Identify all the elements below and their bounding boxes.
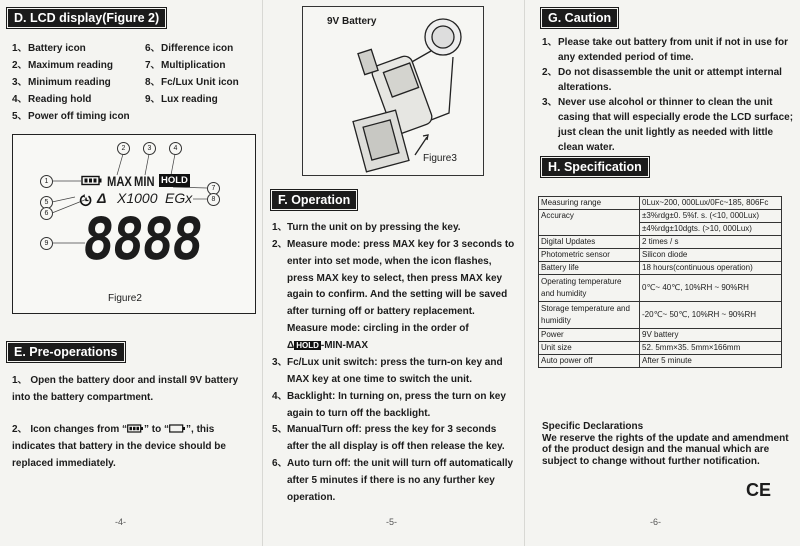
spec-value: 18 hours(continuous operation)	[640, 262, 782, 275]
op-step-3	[272, 355, 518, 389]
lcd-hold: HOLD	[161, 175, 188, 186]
legend-num: 4、	[12, 94, 28, 105]
spec-key: Battery life	[539, 262, 640, 275]
mode-cycle	[287, 338, 533, 355]
pre-op-step-1: 1、 Open the battery door and install 9V battery into the battery compartment.	[12, 375, 239, 403]
spec-row	[539, 236, 782, 249]
pre-operations-header: E. Pre-operations	[8, 343, 124, 361]
op-num: 2、	[272, 239, 288, 250]
caution-num: 1、	[542, 37, 558, 48]
spec-row	[539, 275, 782, 302]
legend-label: Lux reading	[161, 94, 218, 105]
spec-key: Photometric sensor	[539, 249, 640, 262]
spec-value: 0Lux~200, 000Lux/0Fc~185, 806Fc	[640, 197, 782, 210]
lcd-unit: EGx	[165, 190, 193, 206]
battery-install-illustration	[303, 7, 483, 175]
step2-suffix: ”, this indicates that battery in the device should be replaced immediately.	[12, 424, 226, 469]
lcd-min: MIN	[134, 173, 155, 189]
spec-key: Digital Updates	[539, 236, 640, 249]
op-text: Backlight: In turning on, press the turn on key again to turn off the backlight.	[287, 391, 506, 419]
legend-num: 8、	[145, 77, 161, 88]
battery-empty-icon	[169, 424, 186, 433]
op-text: Measure mode: press MAX key for 3 seconds to enter into set mode, when the icon flashes, press MAX key to select, then press MAX key again to confirm. And the setting will be saved after turning off or battery replacement. Measure mode: circling in the order of	[287, 239, 515, 334]
lcd-max: MAX	[107, 173, 132, 189]
ce-mark: CE	[746, 480, 772, 500]
legend-item-multiplication	[145, 56, 225, 71]
lcd-digits: 8888	[79, 205, 206, 273]
spec-row	[539, 342, 782, 355]
op-num: 3、	[272, 357, 288, 368]
figure3-label: 9V Battery	[327, 16, 377, 27]
legend-num: 3、	[12, 77, 28, 88]
page-6	[524, 0, 800, 546]
spec-key: Accuracy	[539, 210, 640, 236]
op-step-1	[272, 220, 518, 237]
spec-key: Storage temperature and humidity	[539, 302, 640, 329]
caution-num: 3、	[542, 97, 558, 108]
lcd-figure	[12, 134, 256, 314]
op-step-4	[272, 389, 518, 423]
op-num: 6、	[272, 458, 288, 469]
lcd-display-header: D. LCD display(Figure 2)	[8, 9, 165, 27]
pre-op-step-2	[12, 421, 252, 472]
legend-num: 6、	[145, 43, 161, 54]
op-step-5	[272, 422, 518, 456]
legend-label: Minimum reading	[28, 77, 111, 88]
spec-row	[539, 329, 782, 342]
cycle-rest: -MIN-MAX	[320, 340, 369, 351]
spec-key: Measuring range	[539, 197, 640, 210]
legend-num: 1、	[12, 43, 28, 54]
spec-value: 2 times / s	[640, 236, 782, 249]
declarations	[542, 421, 792, 467]
callout-6: 6	[40, 207, 53, 220]
legend-num: 2、	[12, 60, 28, 71]
op-num: 1、	[272, 222, 288, 233]
callout-4: 4	[169, 142, 182, 155]
spec-row	[539, 262, 782, 275]
legend-item-min	[12, 73, 111, 88]
op-step-6	[272, 456, 518, 506]
caution-header: G. Caution	[542, 9, 617, 27]
battery-full-icon	[127, 424, 144, 433]
caution-item-2	[542, 65, 798, 95]
page-number-6: -6-	[650, 517, 661, 527]
legend-label: Maximum reading	[28, 60, 114, 71]
declarations-title: Specific Declarations	[542, 421, 644, 432]
legend-label: Battery icon	[28, 43, 86, 54]
declarations-body: We reserve the rights of the update and amendment of the product design and the manual which are subject to change without further notification.	[542, 432, 789, 467]
cycle-hold: HOLD	[296, 341, 319, 350]
spec-row	[539, 197, 782, 210]
figure3	[302, 6, 484, 176]
spec-value: -20℃~ 50℃, 10%RH ~ 90%RH	[640, 302, 782, 329]
op-step-2	[272, 237, 518, 338]
spec-value: After 5 minute	[640, 355, 782, 368]
legend-item-battery	[12, 39, 86, 54]
spec-value: 0℃~ 40℃, 10%RH ~ 90%RH	[640, 275, 782, 302]
spec-row	[539, 355, 782, 368]
cycle-delta: Δ	[287, 340, 295, 351]
callout-3: 3	[143, 142, 156, 155]
page-number-4: -4-	[115, 517, 126, 527]
battery-full-icon	[81, 175, 103, 186]
callout-7: 7	[207, 182, 220, 195]
legend-label: Multiplication	[161, 60, 226, 71]
specification-header: H. Specification	[542, 158, 648, 176]
spec-row	[539, 249, 782, 262]
caution-text: Never use alcohol or thinner to clean the unit casing that will especially erode the LCD surface; just clean the unit lightly as needed with little clean water.	[558, 97, 794, 153]
legend-item-difference	[145, 39, 233, 54]
spec-key: Operating temperature and humidity	[539, 275, 640, 302]
figure3-caption: Figure3	[423, 153, 457, 164]
legend-item-timer	[12, 107, 130, 122]
step2-prefix: 2、 Icon changes from “	[12, 424, 128, 435]
spec-key: Power	[539, 329, 640, 342]
legend-item-hold	[12, 90, 91, 105]
step2-mid: ” to “	[144, 424, 170, 435]
callout-8: 8	[207, 193, 220, 206]
lcd-delta: Δ	[97, 190, 107, 206]
op-text: ManualTurn off: press the key for 3 seconds after the all display is off then release the key.	[287, 424, 505, 452]
callout-2: 2	[117, 142, 130, 155]
spec-value: ±4%rdg±10dgts. (>10, 000Lux)	[640, 223, 782, 236]
op-text: Fc/Lux unit switch: press the turn-on key and MAX key at one time to switch the unit.	[287, 357, 503, 385]
page-4	[0, 0, 262, 546]
op-text: Turn the unit on by pressing the key.	[287, 222, 461, 233]
caution-text: Do not disassemble the unit or attempt internal alterations.	[558, 67, 782, 93]
legend-item-unit	[145, 73, 239, 88]
legend-num: 9、	[145, 94, 161, 105]
callout-5: 5	[40, 196, 53, 209]
op-text: Auto turn off: the unit will turn off automatically after 5 minutes if there is no any further key operation.	[287, 458, 514, 503]
callout-1: 1	[40, 175, 53, 188]
legend-item-lux	[145, 90, 218, 105]
caution-num: 2、	[542, 67, 558, 78]
legend-item-max	[12, 56, 113, 71]
legend-num: 5、	[12, 111, 28, 122]
caution-item-3	[542, 95, 798, 155]
op-num: 4、	[272, 391, 288, 402]
spec-value: Silicon diode	[640, 249, 782, 262]
spec-value: ±3%rdg±0. 5%f. s. (<10, 000Lux)	[640, 210, 782, 223]
caution-item-1	[542, 35, 798, 65]
legend-label: Difference icon	[161, 43, 234, 54]
spec-value: 9V battery	[640, 329, 782, 342]
spec-row	[539, 302, 782, 329]
page-number-5: -5-	[386, 517, 397, 527]
page-5	[262, 0, 524, 546]
spec-table	[538, 196, 782, 368]
operation-header: F. Operation	[272, 191, 356, 209]
spec-key: Auto power off	[539, 355, 640, 368]
callout-9: 9	[40, 237, 53, 250]
legend-num: 7、	[145, 60, 161, 71]
spec-value: 52. 5mm×35. 5mm×166mm	[640, 342, 782, 355]
lcd-multiplier: X1000	[117, 190, 158, 206]
legend-label: Fc/Lux Unit icon	[161, 77, 239, 88]
figure2-caption: Figure2	[108, 293, 142, 304]
caution-text: Please take out battery from unit if not in use for any extended period of time.	[558, 37, 789, 63]
legend-label: Reading hold	[28, 94, 92, 105]
op-num: 5、	[272, 424, 288, 435]
spec-row	[539, 210, 782, 223]
legend-label: Power off timing icon	[28, 111, 130, 122]
spec-key: Unit size	[539, 342, 640, 355]
